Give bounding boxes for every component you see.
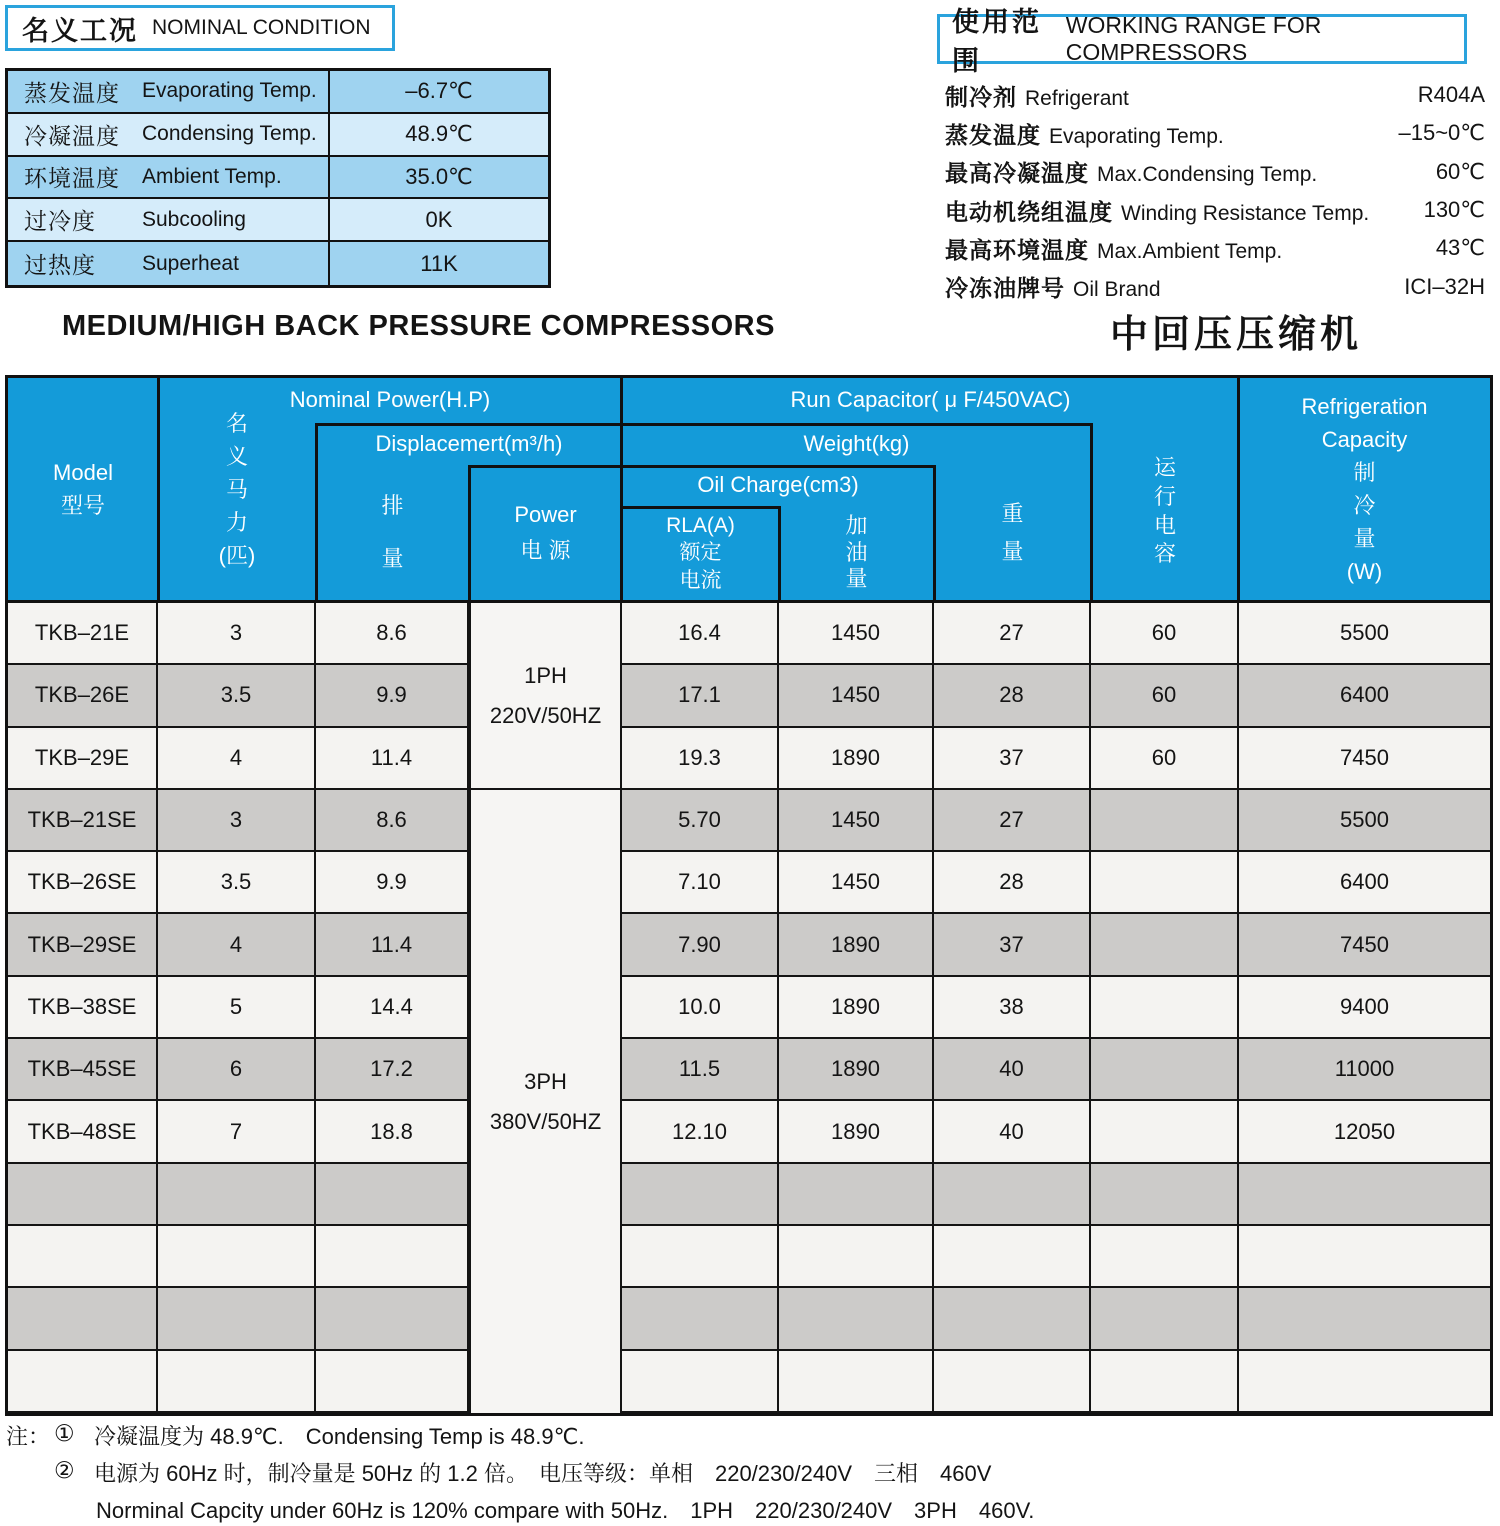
cell-weight: 37 bbox=[934, 728, 1091, 788]
table-row bbox=[8, 1351, 1490, 1413]
cell-capacitor: 60 bbox=[1091, 728, 1239, 788]
cell-weight: 28 bbox=[934, 665, 1091, 725]
cell-displacement bbox=[316, 1226, 469, 1286]
cell-oil-charge: 1890 bbox=[779, 914, 934, 974]
cell-model bbox=[8, 1288, 158, 1348]
cell-displacement: 18.8 bbox=[316, 1101, 469, 1161]
condition-value: 35.0℃ bbox=[328, 157, 548, 198]
cell-weight: 37 bbox=[934, 914, 1091, 974]
range-value: R404A bbox=[1417, 82, 1485, 108]
cell-displacement: 11.4 bbox=[316, 914, 469, 974]
compressor-spec-table bbox=[5, 375, 1493, 1416]
cell-weight: 28 bbox=[934, 852, 1091, 912]
cell-displacement: 14.4 bbox=[316, 977, 469, 1037]
list-item bbox=[945, 267, 1485, 305]
cell-rla: 11.5 bbox=[622, 1039, 779, 1099]
cell-rla: 5.70 bbox=[622, 790, 779, 850]
cell-displacement: 8.6 bbox=[316, 790, 469, 850]
label-en: Evaporating Temp. bbox=[142, 79, 317, 103]
cell-weight: 40 bbox=[934, 1101, 1091, 1161]
header-capacitor-column: 运 行 电 容 bbox=[1153, 455, 1176, 567]
table-row bbox=[8, 977, 1490, 1039]
cell-oil-charge: 1890 bbox=[779, 977, 934, 1037]
label-zh: 最高冷凝温度 bbox=[945, 160, 1089, 187]
label-en: Condensing Temp. bbox=[142, 122, 317, 146]
working-range-title-en: WORKING RANGE FOR COMPRESSORS bbox=[1065, 12, 1322, 65]
cell-refrigeration bbox=[1239, 1164, 1490, 1224]
header-oil-column: 加 油 量 bbox=[845, 513, 868, 592]
cell-model bbox=[8, 1164, 158, 1224]
cell-refrigeration: 6400 bbox=[1340, 869, 1389, 895]
cell-weight: 27 bbox=[934, 790, 1091, 850]
working-range-title-box bbox=[937, 7, 1467, 76]
cell-weight bbox=[934, 1351, 1091, 1411]
cell-oil-charge bbox=[779, 1164, 934, 1224]
cell-model: TKB–26SE bbox=[8, 852, 158, 912]
table-header bbox=[8, 378, 1490, 603]
range-value: 60℃ bbox=[1435, 158, 1485, 184]
header-rla: RLA(A) 额定 电流 bbox=[666, 514, 735, 592]
cell-oil-charge bbox=[779, 1226, 934, 1286]
label-zh: 冷凝温度 bbox=[24, 122, 120, 149]
table-row bbox=[8, 665, 1490, 727]
cell-rla: 10.0 bbox=[622, 977, 779, 1037]
cell-oil-charge: 1450 bbox=[779, 665, 934, 725]
header-hp-column: 名 义 马 力 (匹) bbox=[218, 410, 256, 568]
cell-model: TKB–21SE bbox=[8, 790, 158, 850]
cell-rla bbox=[622, 1226, 779, 1286]
label-zh: 过冷度 bbox=[24, 208, 96, 235]
range-label bbox=[945, 79, 1129, 112]
cell-refrigeration bbox=[1239, 1288, 1490, 1348]
condition-label bbox=[8, 114, 328, 155]
header-refrigeration: Refrigeration Capacity 制 冷 量 (W) bbox=[1301, 394, 1428, 584]
range-value: 130℃ bbox=[1423, 197, 1485, 223]
cell-refrigeration: 9400 bbox=[1340, 993, 1389, 1019]
list-item bbox=[945, 114, 1485, 152]
label-zh: 蒸发温度 bbox=[945, 121, 1041, 148]
label-en: Refrigerant bbox=[1025, 86, 1129, 110]
cell-refrigeration: 6400 bbox=[1340, 682, 1389, 708]
section-title-zh: 中回压压缩机 bbox=[1110, 314, 1363, 356]
header-weight: Weight(kg) bbox=[803, 430, 910, 456]
cell-capacitor bbox=[1091, 1164, 1239, 1224]
header-model: Model 型号 bbox=[53, 460, 113, 518]
list-item bbox=[945, 76, 1485, 114]
cell-rla: 17.1 bbox=[622, 665, 779, 725]
nominal-condition-title-en: NOMINAL CONDITION bbox=[152, 16, 371, 39]
cell-weight bbox=[934, 1288, 1091, 1348]
header-disp-column: 排 量 bbox=[381, 492, 404, 571]
condition-value: 0K bbox=[328, 199, 548, 240]
header-run-capacitor: Run Capacitor( μ F/450VAC) bbox=[790, 387, 1071, 413]
cell-hp: 3.5 bbox=[158, 852, 316, 912]
range-value: –15~0℃ bbox=[1398, 120, 1485, 146]
cell-hp: 3.5 bbox=[158, 665, 316, 725]
cell-model bbox=[8, 1351, 158, 1411]
label-en: Max.Ambient Temp. bbox=[1097, 239, 1283, 263]
range-label bbox=[945, 232, 1282, 265]
range-label bbox=[945, 270, 1161, 303]
cell-hp bbox=[158, 1288, 316, 1348]
table-row bbox=[8, 114, 548, 157]
working-range-title-zh: 使用范围 bbox=[952, 7, 1042, 76]
cell-refrigeration: 7450 bbox=[1340, 744, 1389, 770]
power-group-3ph: 3PH 380V/50HZ bbox=[489, 1068, 602, 1134]
table-row bbox=[8, 603, 1490, 665]
note-text-2: 电源为 60Hz 时，制冷量是 50Hz 的 1.2 倍。 电压等级：单相 220/230/240V 三相 460V bbox=[94, 1461, 992, 1486]
cell-capacitor: 60 bbox=[1091, 603, 1239, 663]
note-prefix: 注： bbox=[6, 1424, 51, 1449]
cell-rla bbox=[622, 1288, 779, 1348]
working-range-list bbox=[945, 76, 1485, 306]
cell-displacement: 11.4 bbox=[316, 728, 469, 788]
cell-capacitor bbox=[1091, 1351, 1239, 1411]
cell-oil-charge bbox=[779, 1288, 934, 1348]
label-zh: 电动机绕组温度 bbox=[945, 198, 1113, 225]
cell-refrigeration bbox=[1239, 1226, 1490, 1286]
cell-capacitor bbox=[1091, 1039, 1239, 1099]
note-number-2: ② bbox=[54, 1457, 75, 1483]
cell-oil-charge: 1450 bbox=[779, 852, 934, 912]
condition-label bbox=[8, 157, 328, 198]
nominal-condition-table bbox=[5, 68, 551, 288]
cell-rla: 7.10 bbox=[622, 852, 779, 912]
label-zh: 蒸发温度 bbox=[24, 79, 120, 106]
cell-capacitor bbox=[1091, 790, 1239, 850]
cell-hp bbox=[158, 1164, 316, 1224]
table-row bbox=[8, 242, 548, 285]
range-value: ICI–32H bbox=[1404, 273, 1485, 299]
notes bbox=[6, 1420, 1486, 1526]
cell-capacitor bbox=[1091, 1288, 1239, 1348]
cell-weight: 27 bbox=[934, 603, 1091, 663]
label-en: Subcooling bbox=[142, 207, 246, 231]
range-value: 43℃ bbox=[1435, 235, 1485, 261]
table-body bbox=[8, 603, 1490, 1413]
note-text-1: 冷凝温度为 48.9℃. Condensing Temp is 48.9℃. bbox=[94, 1424, 585, 1449]
cell-hp bbox=[158, 1351, 316, 1411]
cell-model: TKB–48SE bbox=[8, 1101, 158, 1161]
condition-value: 11K bbox=[328, 242, 548, 285]
cell-hp bbox=[158, 1226, 316, 1286]
cell-hp: 5 bbox=[158, 977, 316, 1037]
table-row bbox=[8, 1039, 1490, 1101]
label-en: Superheat bbox=[142, 251, 239, 275]
cell-capacitor: 60 bbox=[1091, 665, 1239, 725]
cell-displacement: 17.2 bbox=[316, 1039, 469, 1099]
note-line-2 bbox=[6, 1457, 1486, 1494]
range-label bbox=[945, 155, 1317, 188]
cell-refrigeration: 5500 bbox=[1340, 807, 1389, 833]
header-oil-charge: Oil Charge(cm3) bbox=[697, 472, 859, 498]
cell-refrigeration: 5500 bbox=[1340, 620, 1389, 646]
cell-refrigeration: 7450 bbox=[1340, 931, 1389, 957]
cell-model bbox=[8, 1226, 158, 1286]
cell-hp: 4 bbox=[158, 728, 316, 788]
cell-hp: 3 bbox=[158, 603, 316, 663]
cell-model: TKB–45SE bbox=[8, 1039, 158, 1099]
condition-value: 48.9℃ bbox=[328, 114, 548, 155]
label-zh: 环境温度 bbox=[24, 165, 120, 192]
cell-oil-charge bbox=[779, 1351, 934, 1411]
cell-rla bbox=[622, 1164, 779, 1224]
cell-model: TKB–26E bbox=[8, 665, 158, 725]
cell-capacitor bbox=[1091, 914, 1239, 974]
table-row bbox=[8, 1226, 1490, 1288]
cell-displacement: 8.6 bbox=[316, 603, 469, 663]
cell-model: TKB–38SE bbox=[8, 977, 158, 1037]
label-en: Winding Resistance Temp. bbox=[1121, 201, 1370, 225]
cell-model: TKB–29E bbox=[8, 728, 158, 788]
cell-oil-charge: 1450 bbox=[779, 790, 934, 850]
power-group-1ph: 1PH 220V/50HZ bbox=[471, 603, 620, 790]
cell-rla: 16.4 bbox=[622, 603, 779, 663]
label-zh: 冷冻油牌号 bbox=[945, 275, 1065, 302]
label-en: Oil Brand bbox=[1073, 278, 1161, 302]
cell-oil-charge: 1890 bbox=[779, 1101, 934, 1161]
table-row bbox=[8, 157, 548, 200]
range-label bbox=[945, 117, 1224, 150]
note-line-1 bbox=[6, 1420, 1486, 1457]
cell-rla: 12.10 bbox=[622, 1101, 779, 1161]
nominal-condition-title-zh: 名义工况 bbox=[22, 15, 138, 46]
cell-capacitor bbox=[1091, 852, 1239, 912]
label-en: Evaporating Temp. bbox=[1049, 124, 1224, 148]
condition-label bbox=[8, 71, 328, 112]
note-number-1: ① bbox=[54, 1420, 75, 1446]
cell-displacement bbox=[316, 1164, 469, 1224]
label-zh: 最高环境温度 bbox=[945, 236, 1089, 263]
cell-hp: 7 bbox=[158, 1101, 316, 1161]
table-row bbox=[8, 852, 1490, 914]
cell-oil-charge: 1890 bbox=[779, 1039, 934, 1099]
header-weight-column: 重 量 bbox=[1001, 501, 1024, 564]
cell-weight bbox=[934, 1164, 1091, 1224]
cell-hp: 6 bbox=[158, 1039, 316, 1099]
cell-model: TKB–21E bbox=[8, 603, 158, 663]
table-row bbox=[8, 1288, 1490, 1350]
table-row bbox=[8, 728, 1490, 790]
cell-capacitor bbox=[1091, 1226, 1239, 1286]
cell-oil-charge: 1890 bbox=[779, 728, 934, 788]
power-column bbox=[469, 603, 622, 1413]
cell-rla: 19.3 bbox=[622, 728, 779, 788]
range-label bbox=[945, 194, 1369, 227]
cell-hp: 3 bbox=[158, 790, 316, 850]
label-zh: 制冷剂 bbox=[945, 83, 1017, 110]
cell-displacement bbox=[316, 1351, 469, 1411]
header-power: Power 电 源 bbox=[514, 502, 577, 563]
table-row bbox=[8, 71, 548, 114]
cell-capacitor bbox=[1091, 1101, 1239, 1161]
note-line-3 bbox=[6, 1494, 1486, 1526]
list-item bbox=[945, 153, 1485, 191]
cell-rla bbox=[622, 1351, 779, 1411]
cell-refrigeration: 11000 bbox=[1334, 1056, 1395, 1082]
label-en: Max.Condensing Temp. bbox=[1097, 163, 1318, 187]
note-text-3: Norminal Capcity under 60Hz is 120% compare with 50Hz. 1PH 220/230/240V 3PH 460V. bbox=[96, 1498, 1035, 1523]
cell-model: TKB–29SE bbox=[8, 914, 158, 974]
list-item bbox=[945, 191, 1485, 229]
cell-weight: 38 bbox=[934, 977, 1091, 1037]
table-row bbox=[8, 1101, 1490, 1163]
cell-oil-charge: 1450 bbox=[779, 603, 934, 663]
header-nominal-power: Nominal Power(H.P) bbox=[289, 387, 491, 413]
table-row bbox=[8, 1164, 1490, 1226]
nominal-condition-title-box bbox=[5, 5, 395, 51]
table-row bbox=[8, 199, 548, 242]
section-title-en: MEDIUM/HIGH BACK PRESSURE COMPRESSORS bbox=[62, 310, 775, 342]
cell-capacitor bbox=[1091, 977, 1239, 1037]
table-row bbox=[8, 790, 1490, 852]
table-row bbox=[8, 914, 1490, 976]
condition-value: –6.7℃ bbox=[328, 71, 548, 112]
list-item bbox=[945, 229, 1485, 267]
condition-label bbox=[8, 199, 328, 240]
cell-hp: 4 bbox=[158, 914, 316, 974]
cell-weight: 40 bbox=[934, 1039, 1091, 1099]
label-en: Ambient Temp. bbox=[142, 164, 282, 188]
cell-rla: 7.90 bbox=[622, 914, 779, 974]
label-zh: 过热度 bbox=[24, 252, 96, 279]
cell-weight bbox=[934, 1226, 1091, 1286]
cell-displacement: 9.9 bbox=[316, 665, 469, 725]
cell-displacement: 9.9 bbox=[316, 852, 469, 912]
cell-displacement bbox=[316, 1288, 469, 1348]
cell-refrigeration bbox=[1239, 1351, 1490, 1411]
header-displacement: Displacemert(m³/h) bbox=[375, 430, 563, 456]
condition-label bbox=[8, 242, 328, 285]
cell-refrigeration: 12050 bbox=[1333, 1118, 1396, 1144]
